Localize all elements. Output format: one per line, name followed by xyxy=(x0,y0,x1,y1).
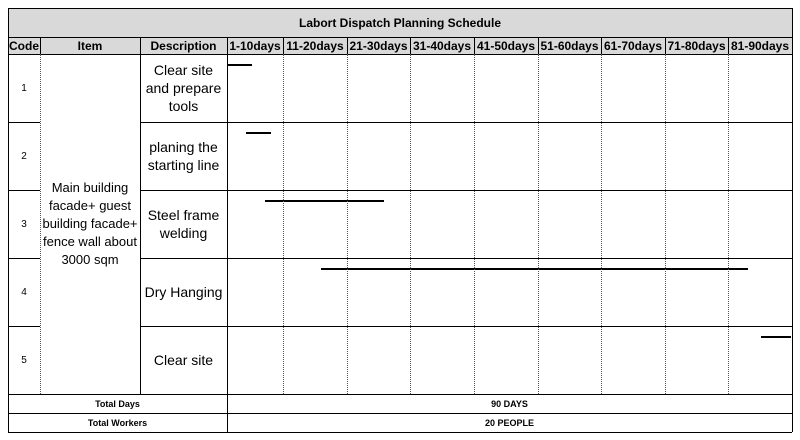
grid-line xyxy=(140,122,792,123)
header-period-3: 21-30days xyxy=(347,37,410,54)
task-4-code: 4 xyxy=(21,286,27,298)
grid-line xyxy=(40,54,41,394)
header-description: Description xyxy=(140,37,227,54)
task-1-bar xyxy=(227,64,252,66)
grid-line xyxy=(8,326,40,327)
grid-line xyxy=(538,54,539,394)
grid-line xyxy=(410,54,411,394)
grid-line xyxy=(140,190,792,191)
grid-line xyxy=(140,326,792,327)
grid-line xyxy=(474,37,475,54)
total-workers-label: Total Workers xyxy=(87,417,148,428)
grid-line xyxy=(728,37,729,54)
grid-line xyxy=(8,258,40,259)
task-2-description: planing the starting line xyxy=(147,139,220,173)
grid-line xyxy=(792,8,793,432)
task-2-bar xyxy=(246,132,271,134)
grid-line xyxy=(227,37,228,432)
header-code: Code xyxy=(9,38,39,53)
total-days-value: 90 DAYS xyxy=(491,398,528,409)
header-period-9: 81-90days xyxy=(728,37,792,54)
header-period-8: 71-80days xyxy=(665,37,728,54)
task-3-description: Steel frame welding xyxy=(147,207,220,241)
grid-line xyxy=(140,258,792,259)
total-workers-value: 20 PEOPLE xyxy=(484,417,535,428)
grid-line xyxy=(8,37,792,38)
grid-line xyxy=(410,37,411,54)
grid-line xyxy=(8,394,792,395)
grid-line xyxy=(665,54,666,394)
task-5-description: Clear site xyxy=(153,352,214,368)
grid-line xyxy=(601,37,602,54)
grid-line xyxy=(665,37,666,54)
grid-line xyxy=(40,37,41,54)
grid-line xyxy=(8,8,792,9)
grid-line xyxy=(8,413,792,414)
grid-line xyxy=(538,37,539,54)
header-period-1: 1-10days xyxy=(227,37,283,54)
grid-line xyxy=(8,432,792,433)
item-cell: Main building facade+ guest building facade+ fence wall about 3000 sqm xyxy=(42,180,138,267)
task-4-bar xyxy=(321,268,748,270)
grid-line xyxy=(347,54,348,394)
header-period-5: 41-50days xyxy=(474,37,538,54)
grid-line xyxy=(8,8,9,432)
grid-line xyxy=(8,122,40,123)
grid-line xyxy=(347,37,348,54)
grid-line xyxy=(8,190,40,191)
grid-line xyxy=(283,37,284,54)
schedule-title: Labort Dispatch Planning Schedule xyxy=(8,8,792,37)
grid-line xyxy=(474,54,475,394)
task-5-code: 5 xyxy=(21,354,27,366)
task-1-code: 1 xyxy=(21,82,27,94)
grid-line xyxy=(283,54,284,394)
grid-line xyxy=(140,37,141,394)
task-4-description: Dry Hanging xyxy=(144,284,223,300)
grid-line xyxy=(728,54,729,394)
task-3-code: 3 xyxy=(21,218,27,230)
header-period-4: 31-40days xyxy=(410,37,474,54)
header-period-6: 51-60days xyxy=(538,37,601,54)
grid-line xyxy=(8,54,792,55)
header-item: Item xyxy=(40,37,140,54)
total-days-label: Total Days xyxy=(95,398,140,409)
grid-line xyxy=(601,54,602,394)
task-1-description: Clear site and prepare tools xyxy=(145,62,222,114)
task-2-code: 2 xyxy=(21,150,27,162)
header-period-2: 11-20days xyxy=(283,37,347,54)
task-5-bar xyxy=(761,336,791,338)
header-period-7: 61-70days xyxy=(601,37,665,54)
